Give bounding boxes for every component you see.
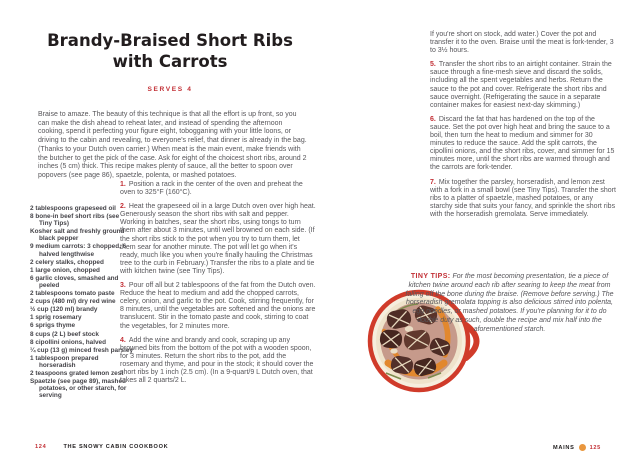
ingredient-item: 2 teaspoons grated lemon zest (30, 369, 124, 377)
step-number: 2. (120, 203, 126, 211)
step-7 (430, 179, 616, 219)
ingredient-item: 8 bone-in beef short ribs (see Tiny Tips) (30, 213, 120, 228)
book-title: THE SNOWY CABIN COOKBOOK (63, 444, 169, 450)
step-4-continuation: If you're short on stock, add water.) Cover the pot and transfer it to the oven. Braise until the meat is fork-tender, 3 to 3½ hours. (430, 31, 614, 55)
step-3 (120, 282, 316, 331)
step-number: 4. (120, 336, 126, 344)
ingredient-item: 6 garlic cloves, smashed and peeled (30, 274, 119, 289)
method-steps-right (430, 31, 616, 225)
step-text: Transfer the short ribs to an airtight container. Strain the sauce through a fine-mesh sieve and discard the solids, including all the spent vegetables and herbs. Return the sauce to the pot and cover. Refrigerate the short ribs and sauce overnight. (Refrigerating the sauce in a separate container makes for easiest next-day skimming.) (430, 61, 612, 109)
step-4 (120, 337, 316, 386)
step-text: Heat the grapeseed oil in a large Dutch oven over high heat. Generously season the short ribs with salt and pepper. Working in batches, sear the short ribs, using tongs to turn them after about 3 minutes, until well browned on each side. (If the short ribs stick to the pot when you try to turn them, let them sear for another minute. The pot will let go when it's ready, much like you when you're finally hauling the Christmas tree to the curb in February.) Transfer the ribs to a plate and tie with kitchen twine (see Tiny Tips). (120, 203, 316, 275)
step-text: Position a rack in the center of the oven and preheat the oven to 325°F (160°C). (120, 181, 303, 197)
footer-right (553, 444, 601, 451)
ingredient-item: 1 large onion, chopped (30, 266, 100, 274)
ingredient-item: 8 cups (2 L) beef stock (30, 330, 99, 338)
tiny-tips-text: For the most becoming presentation, tie a piece of kitchen twine around each rib after searing to keep the meat from falling off the bone during the braise. (Remove before serving.) The horseradish gremolata topping is also delicious stirred into polenta, egg noodles, or mashed potatoes. If you're planning for it to do double duty as such, double the recipe and mix half into the aforementioned starch. (405, 273, 614, 333)
ingredients-list (30, 205, 133, 400)
ingredient-item: Spaetzle (see page 89), mashed potatoes, or other starch, for serving (30, 378, 127, 400)
page-number-left: 124 (35, 444, 47, 450)
ingredient-item: 1 sprig rosemary (30, 314, 82, 322)
ingredient-item: 2 celery stalks, chopped (30, 258, 104, 266)
page-title-line-2: with Carrots (112, 51, 228, 71)
step-text: Discard the fat that has hardened on the top of the sauce. Set the pot over high heat and bring the sauce to a boil, then turn the heat to medium and simmer for 30 minutes to reduce the sauce. Add the split carrots, the cipollini onions, and the short ribs, cover, and simmer for 15 minutes more, until the short ribs are warmed through and the carrots are fork-tender. (430, 115, 615, 172)
page-title (30, 31, 310, 72)
step-number: 3. (120, 282, 126, 290)
footer-left (35, 444, 168, 450)
section-label: MAINS (553, 444, 575, 451)
serves-badge: SERVES 4 (147, 86, 193, 93)
ingredient-item: 6 sprigs thyme (30, 322, 76, 330)
page-title-line-1: Brandy-Braised Short Ribs (47, 31, 293, 50)
ingredient-item: 1 tablespoon prepared horseradish (30, 354, 99, 369)
tiny-tips-label: TINY TIPS: (410, 273, 451, 280)
step-6 (430, 116, 616, 173)
ingredient-item: 9 medium carrots: 3 chopped, 6 halved lengthwise (30, 243, 127, 258)
step-1 (120, 181, 316, 197)
step-5 (430, 61, 616, 110)
step-number: 5. (430, 61, 436, 69)
ingredient-item: Kosher salt and freshly ground black pepper (30, 228, 125, 243)
step-text: Add the wine and brandy and cook, scraping up any browned bits from the bottom of the pot with a wooden spoon, for 3 minutes. Return the short ribs to the pot, add the rosemary and thyme, and pour in the stock; it should cover the short ribs by 1 inch (2.5 cm). (In a 9-quart/9 L Dutch oven, that takes all 2 quarts/2 L. (120, 336, 314, 385)
ingredient-item: 2 cups (480 ml) dry red wine (30, 298, 116, 306)
ingredient-item: 2 tablespoons grapeseed oil (30, 205, 116, 212)
ingredient-item: ½ cup (120 ml) brandy (30, 306, 98, 314)
ingredient-item: 8 cipollini onions, halved (30, 338, 106, 346)
tiny-tips-note (404, 273, 615, 335)
step-number: 6. (430, 115, 436, 123)
step-text: Pour off all but 2 tablespoons of the fat from the Dutch oven. Reduce the heat to medium and add the chopped carrots, celery, onion, and garlic to the pot. Cook, stirring frequently, for 8 minutes, until the vegetables are softened and the onions are translucent. Stir in the tomato paste and cook, stirring to coat the vegetables, for 2 minutes more. (120, 282, 316, 330)
ingredient-item: ¼ cup (13 g) minced fresh parsley (30, 346, 133, 354)
intro-paragraph: Braise to amaze. The beauty of this technique is that all the effort is up front, so you can make the dish ahead to reheat later, and instead of spending the afternoon cooking, spend it perfecting your figure eight, tobogganing with your little loons, or driving to the cabin and revealing, to everyone's relief, that dinner is already in the bag. (Thanks to your Dutch oven carrier.) When meat is the main event, make friends with the butcher to get the pick of the case. Ask for eight of the choicest short ribs, around 2 inches (5 cm) thick. This recipe makes plenty of sauce, all the better to spoon over popovers (see page 86), spaetzle, polenta, or mashed potatoes. (38, 111, 307, 179)
method-steps-left (120, 181, 316, 391)
section-dot-icon (579, 444, 586, 451)
ingredient-item: 2 tablespoons tomato paste (30, 290, 115, 298)
step-text: Mix together the parsley, horseradish, and lemon zest with a fork in a small bowl (see Tiny Tips). Transfer the short ribs to a platter of spaetzle, mashed potatoes, or any starchy side that suits your fancy, and sprinkle the short ribs with the horseradish gremolata. Serve immediately. (430, 178, 616, 218)
step-2 (120, 203, 316, 276)
step-number: 1. (120, 181, 126, 188)
page-number-right: 125 (589, 444, 601, 451)
step-number: 7. (430, 178, 436, 186)
